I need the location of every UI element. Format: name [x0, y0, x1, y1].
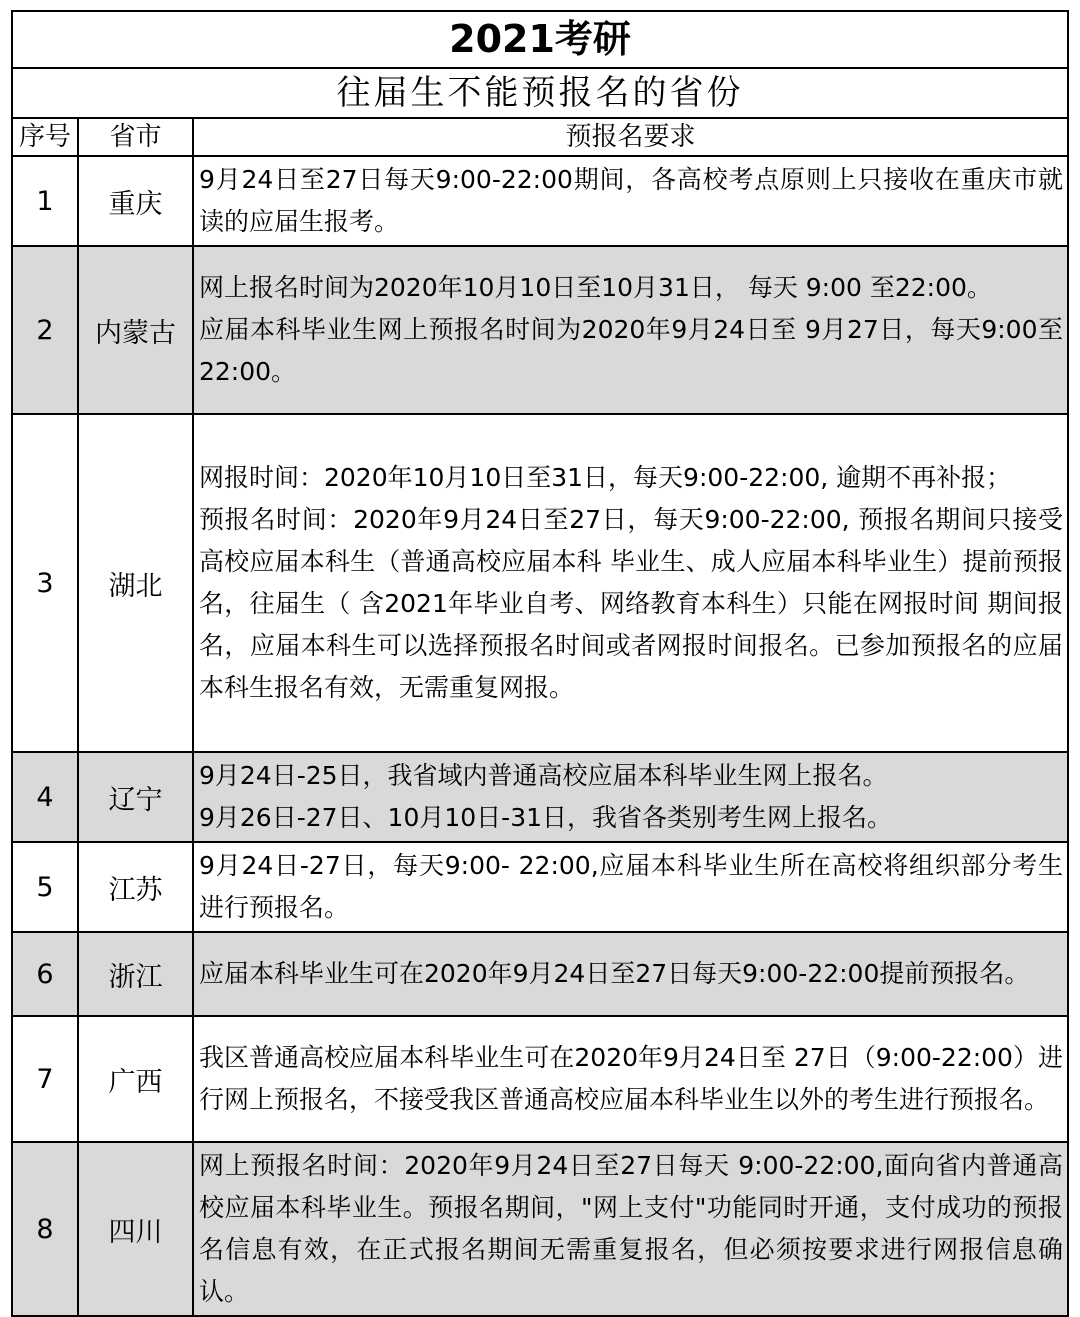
row-province: 内蒙古: [78, 246, 193, 414]
table-row: [12, 156, 1068, 246]
row-requirement: [193, 932, 1068, 1016]
table-row: [12, 246, 1068, 414]
requirement-line: 9月24日-25日，我省域内普通高校应届本科毕业生网上报名。: [199, 761, 888, 790]
table-title: 2021考研: [12, 11, 1068, 68]
row-requirement: [193, 1142, 1068, 1316]
requirement-line: 应届本科毕业生网上预报名时间为2020年9月24日至 9月27日，每天9:00至22:00。: [199, 315, 1064, 386]
row-requirement: [193, 156, 1068, 246]
table-row: [12, 842, 1068, 932]
row-requirement: [193, 414, 1068, 752]
row-province: 浙江: [78, 932, 193, 1016]
requirement-line: 我区普通高校应届本科毕业生可在2020年9月24日至 27日（9:00-22:00）进行网上预报名，不接受我区普通高校应届本科毕业生以外的考生进行预报名。: [199, 1043, 1064, 1114]
table-row: [12, 932, 1068, 1016]
header-requirement: 预报名要求: [193, 118, 1068, 156]
row-requirement: [193, 1016, 1068, 1142]
requirement-line: 网上预报名时间：2020年9月24日至27日每天 9:00-22:00,面向省内普通高校应届本科毕业生。预报名期间，"网上支付"功能同时开通，支付成功的预报名信息有效，在正式报名期间无需重复报名，但必须按要求进行网报信息确认。: [199, 1151, 1064, 1306]
header-num: 序号: [12, 118, 78, 156]
row-number: 5: [12, 842, 78, 932]
row-province: 湖北: [78, 414, 193, 752]
requirement-line: 网报时间：2020年10月10日至31日，每天9:00-22:00, 逾期不再补报；: [199, 463, 1012, 492]
row-number: 4: [12, 752, 78, 842]
row-requirement: [193, 246, 1068, 414]
table-row: [12, 1016, 1068, 1142]
row-province: 江苏: [78, 842, 193, 932]
requirement-line: 应届本科毕业生可在2020年9月24日至27日每天9:00-22:00提前预报名。: [199, 959, 1030, 988]
requirement-line: 9月24日至27日每天9:00-22:00期间，各高校考点原则上只接收在重庆市就读的应届生报考。: [199, 165, 1064, 236]
row-number: 6: [12, 932, 78, 1016]
requirement-line: 9月24日-27日，每天9:00- 22:00,应届本科毕业生所在高校将组织部分考生进行预报名。: [199, 851, 1064, 922]
header-province: 省市: [78, 118, 193, 156]
row-number: 3: [12, 414, 78, 752]
row-number: 2: [12, 246, 78, 414]
table-subtitle: 往届生不能预报名的省份: [12, 68, 1068, 118]
row-province: 辽宁: [78, 752, 193, 842]
row-number: 7: [12, 1016, 78, 1142]
enrollment-table: [11, 10, 1069, 1317]
row-province: 广西: [78, 1016, 193, 1142]
requirement-line: 网上报名时间为2020年10月10日至10月31日， 每天 9:00 至22:00。: [199, 273, 992, 302]
table-row: [12, 414, 1068, 752]
row-requirement: [193, 842, 1068, 932]
row-number: 1: [12, 156, 78, 246]
row-number: 8: [12, 1142, 78, 1316]
row-province: 重庆: [78, 156, 193, 246]
row-province: 四川: [78, 1142, 193, 1316]
table-row: [12, 1142, 1068, 1316]
table-row: [12, 752, 1068, 842]
requirement-line: 9月26日-27日、10月10日-31日，我省各类别考生网上报名。: [199, 803, 893, 832]
row-requirement: [193, 752, 1068, 842]
requirement-line: 预报名时间：2020年9月24日至27日，每天9:00-22:00, 预报名期间只接受高校应届本科生（普通高校应届本科 毕业生、成人应届本科毕业生）提前预报名，往届生（ 含2021年毕业自考、网络教育本科生）只能在网报时间 期间报名，应届本科生可以选择预报名时间或者网报时间报名。已参加预报名的应届本科生报名有效，无需重复网报。: [199, 505, 1064, 702]
